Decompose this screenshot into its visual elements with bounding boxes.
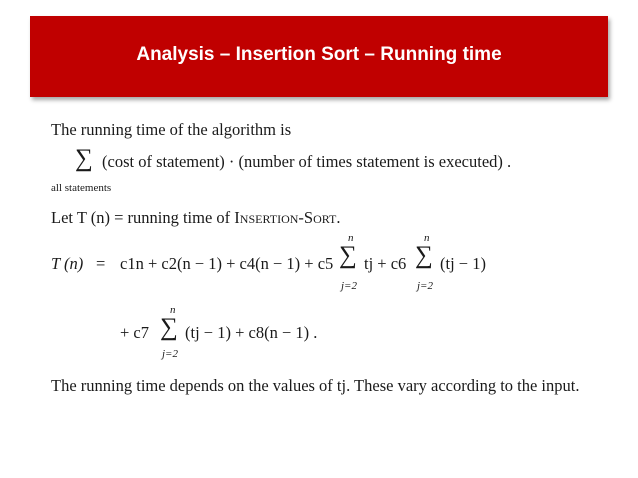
title-bar bbox=[30, 16, 608, 97]
eq1-sum2-body: (tj − 1) bbox=[440, 254, 486, 273]
eq2-prefix: + c7 bbox=[120, 323, 150, 342]
eq1-sum1-body: tj + c6 bbox=[364, 254, 407, 273]
let-line bbox=[51, 208, 340, 228]
sum1-upper: n bbox=[348, 232, 354, 244]
eq1-lhs: T (n) bbox=[51, 254, 84, 273]
sum-symbol: ∑ bbox=[75, 145, 93, 172]
sum1-lower: j=2 bbox=[341, 280, 357, 292]
let-prefix: Let T (n) = running time of bbox=[51, 208, 235, 227]
eq1-equals: = bbox=[96, 254, 106, 273]
sum3-upper: n bbox=[170, 304, 176, 316]
sum2-symbol: ∑ bbox=[415, 242, 433, 269]
sum1-symbol: ∑ bbox=[339, 242, 357, 269]
sum3-symbol: ∑ bbox=[160, 314, 178, 341]
eq1-rhs-a: c1n + c2(n − 1) + c4(n − 1) + c5 bbox=[120, 254, 334, 273]
sum-subscript: all statements bbox=[51, 182, 112, 194]
sum2-lower: j=2 bbox=[417, 280, 433, 292]
conclusion-line: The running time depends on the values of tj. These vary according to the input. bbox=[51, 376, 580, 395]
sum3-lower: j=2 bbox=[162, 348, 178, 360]
eq2-body: (tj − 1) + c8(n − 1) . bbox=[185, 323, 318, 342]
sum2-upper: n bbox=[424, 232, 430, 244]
let-algo-name: Insertion-Sort. bbox=[234, 208, 341, 227]
slide-title: Analysis – Insertion Sort – Running time bbox=[136, 44, 502, 65]
intro-line: The running time of the algorithm is bbox=[51, 120, 292, 139]
sum-expression: (cost of statement) · (number of times statement is executed) . bbox=[102, 152, 512, 171]
